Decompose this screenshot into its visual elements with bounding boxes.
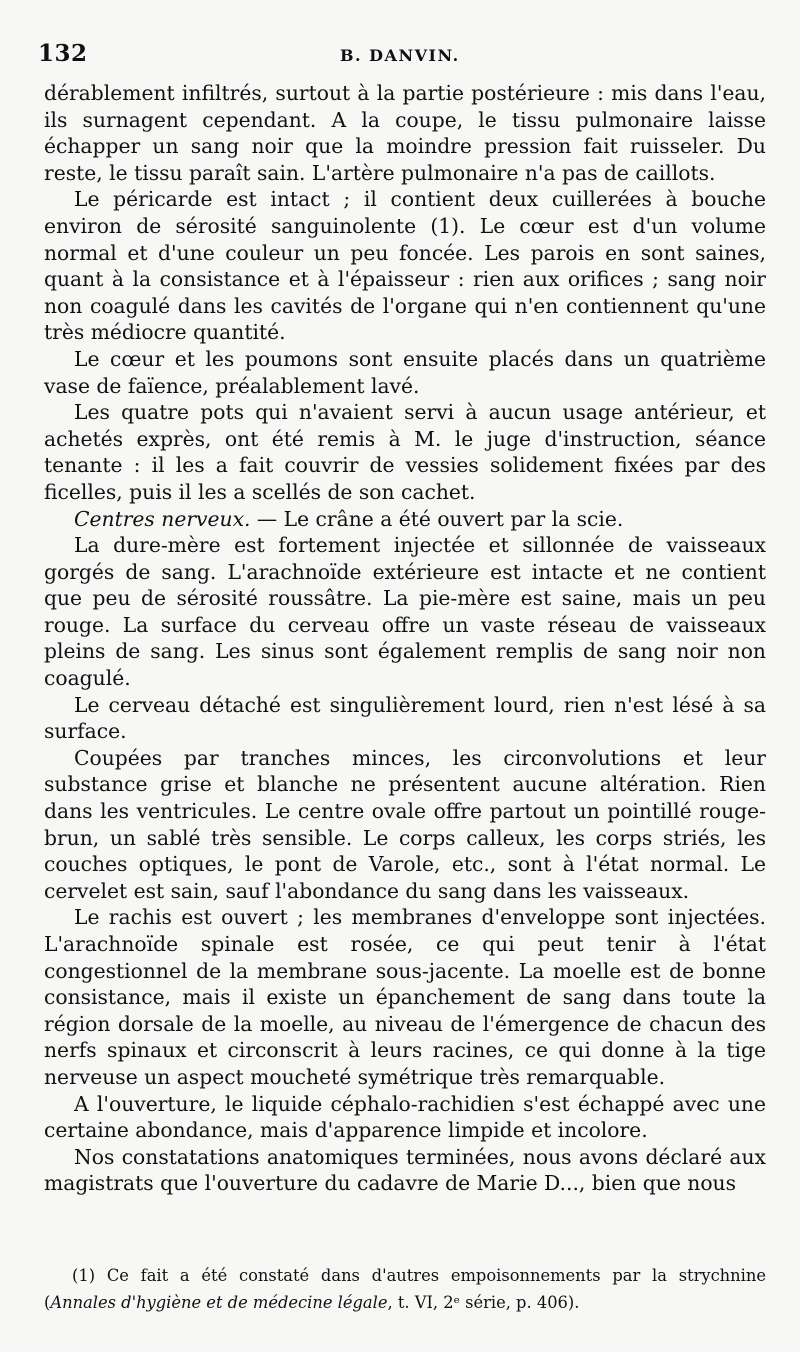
footnotes bbox=[44, 1262, 766, 1316]
footnote-citation: Annales d'hygiène et de médecine légale bbox=[50, 1293, 388, 1312]
running-head: B. DANVIN. bbox=[340, 46, 460, 65]
paragraph: Nos constatations anatomiques terminées, nous avons déclaré aux magistrats que l'ouverture du cadavre de Marie D..., bien que nous bbox=[44, 1144, 766, 1196]
paragraph: La dure-mère est fortement injectée et sillonnée de vaisseaux gorgés de sang. L'arachnoïde extérieure est intacte et ne contient que peu de sérosité roussâtre. La pie-mère est saine, mais un peu rouge. La surface du cerveau offre un vaste réseau de vaisseaux pleins de sang. Les sinus sont également remplis de sang noir non coagulé. bbox=[44, 533, 766, 691]
section-lead-paragraph: Centres nerveux. — Le crâne a été ouvert par la scie. bbox=[74, 506, 624, 531]
paragraph: A l'ouverture, le liquide céphalo-rachidien s'est échappé avec une certaine abondance, mais d'apparence limpide et incolore. bbox=[44, 1091, 766, 1143]
paragraph: Le péricarde est intact ; il contient deux cuillerées à bouche environ de sérosité sanguinolente (1). Le cœur est d'un volume normal et d'une couleur un peu foncée. Les parois en sont saines, quant à la consistance et à l'épaisseur : rien aux orifices ; sang noir non coagulé dans les cavités de l'organe qui n'en contiennent qu'une très médiocre quantité. bbox=[44, 187, 766, 345]
paragraph: dérablement infiltrés, surtout à la partie postérieure : mis dans l'eau, ils surnagent cependant. A la coupe, le tissu pulmonaire laisse échapper un sang noir que la moindre pression fait ruisseler. Du reste, le tissu paraît sain. L'artère pulmonaire n'a pas de caillots. bbox=[44, 81, 766, 185]
paragraph: Les quatre pots qui n'avaient servi à aucun usage antérieur, et achetés exprès, ont été remis à M. le juge d'instruction, séance tenante : il les a fait couvrir de vessies solidement fixées par des ficelles, puis il les a scellés de son cachet. bbox=[44, 400, 766, 504]
paragraph: Le rachis est ouvert ; les membranes d'enveloppe sont injectées. L'arachnoïde spinale est rosée, ce qui peut tenir à l'état congestionnel de la membrane sous-jacente. La moelle est de bonne consistance, mais il existe un épanchement de sang dans toute la région dorsale de la moelle, au niveau de l'émergence de chacun des nerfs spinaux et circonscrit à leurs racines, ce qui donne à la tige nerveuse un aspect moucheté symétrique très remarquable. bbox=[44, 905, 766, 1089]
body-text bbox=[44, 80, 766, 1197]
section-heading: Centres nerveux. bbox=[74, 506, 251, 531]
paragraph: Coupées par tranches minces, les circonvolutions et leur substance grise et blanche ne présentent aucune altération. Rien dans les ventricules. Le centre ovale offre partout un pointillé rouge-brun, un sablé très sensible. Le corps calleux, les corps striés, les couches optiques, le pont de Varole, etc., sont à l'état normal. Le cervelet est sain, sauf l'abondance du sang dans les vaisseaux. bbox=[44, 745, 766, 903]
footnote: (1) Ce fait a été constaté dans d'autres empoisonnements par la strychnine (Annales d'hygiène et de médecine légale, t. VI, 2ᵉ série, p. 406). bbox=[44, 1266, 766, 1312]
paragraph: Le cœur et les poumons sont ensuite placés dans un quatrième vase de faïence, préalablement lavé. bbox=[44, 346, 766, 398]
page-header bbox=[38, 36, 762, 76]
page-number: 132 bbox=[38, 40, 88, 67]
paragraph: Le cerveau détaché est singulièrement lourd, rien n'est lésé à sa surface. bbox=[44, 692, 766, 744]
